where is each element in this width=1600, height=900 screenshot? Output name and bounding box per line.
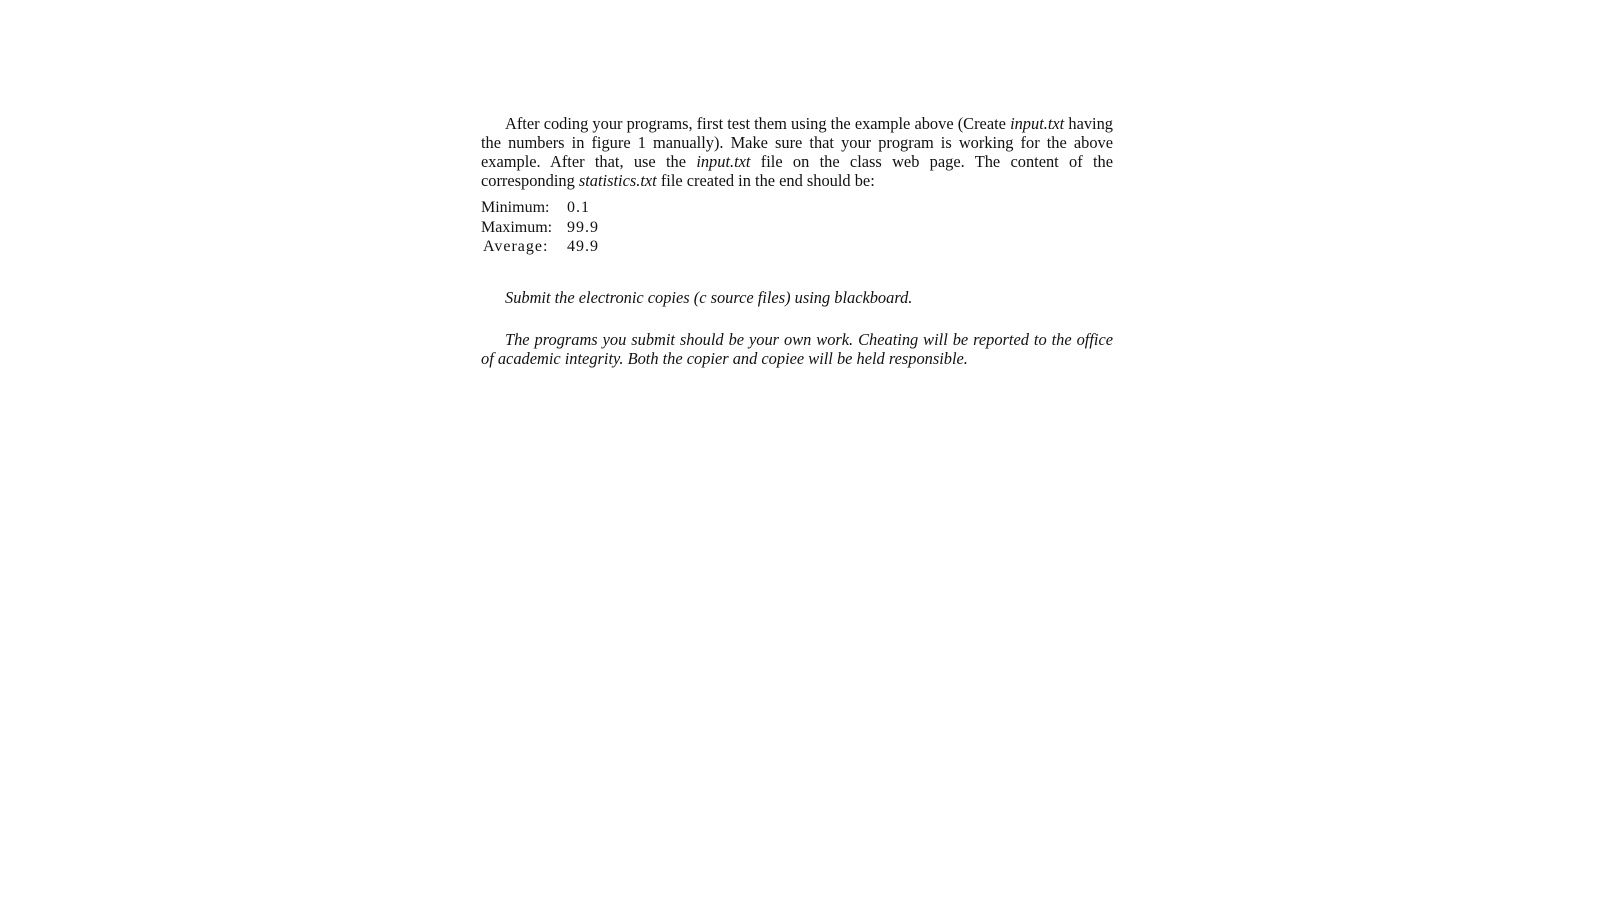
stat-value: 49.9 [567,238,599,255]
stat-label: Maximum: [481,218,553,236]
stat-row-average [481,237,1113,257]
document-page [481,114,1113,368]
instructions-text-3: file on the class web page. The content of the corresponding [481,152,1113,190]
statistics-output [481,198,1113,257]
stat-value: 0.1 [567,199,590,216]
input-file-name-2: input.txt [696,152,751,171]
academic-integrity-note: The programs you submit should be your own work. Cheating will be reported to the office of academic integrity. Both the copier and copiee will be held responsible. [481,329,1113,368]
stat-row-minimum [481,198,1113,218]
stat-value: 99.9 [567,218,599,236]
input-file-name: input.txt [1010,114,1065,133]
stat-label: Minimum: [481,199,550,216]
stat-label: Average: [483,238,549,255]
instructions-text-1: After coding your programs, first test them using the example above (Create [505,114,1011,133]
instructions-text-4: file created in the end should be: [656,171,875,190]
statistics-file-name: statistics.txt [578,171,657,190]
instructions-paragraph [481,114,1113,190]
instructions-text-2: having the numbers in figure 1 manually). Make sure that your program is working for the above example. After that, use the [481,114,1113,171]
stat-row-maximum [481,218,1113,238]
submission-note: Submit the electronic copies (c source files) using blackboard. [505,287,913,307]
